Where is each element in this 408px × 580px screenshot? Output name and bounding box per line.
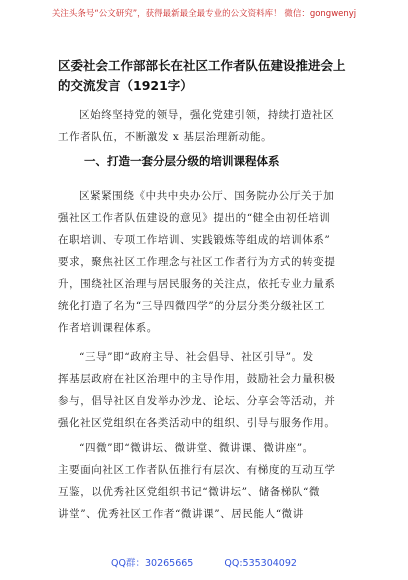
paragraph-line: 强社区工作者队伍建设的意见》提出的“健全由初任培训: [58, 212, 331, 224]
paragraph-line: 互鉴，以优秀社区党组织书记“微讲坛”、储备梯队“微: [58, 486, 321, 498]
paragraph-line: 区始终坚持党的领导，强化党建引领，持续打造社区: [79, 109, 335, 121]
paragraph-line: 挥基层政府在社区治理中的主导作用，鼓励社会力量积极: [58, 373, 336, 385]
paragraph-line: “三导”即“政府主导、社会倡导、社区引导”。发: [79, 351, 314, 363]
paragraph-line: 要求，聚焦社区工作理念与社区工作者行为方式的转变提: [58, 256, 336, 268]
body-paragraph-1: [58, 185, 354, 339]
paragraph-line: “四微”即“微讲坛、微讲堂、微讲课、微讲座”。: [79, 442, 314, 454]
footer-qq-group: QQ群：30265665: [111, 558, 194, 569]
body-paragraph-3: [58, 437, 354, 525]
paragraph-line: 工作者队伍，不断激发 x 基层治理新动能。: [58, 131, 273, 143]
paragraph-line: 统化打造了名为“三导四微四学”的分层分类分级社区工: [58, 300, 326, 312]
footer-contact: [0, 555, 408, 569]
paragraph-line: 作者培训课程体系。: [58, 322, 158, 334]
paragraph-line: 区紧紧围绕《中共中央办公厅、国务院办公厅关于加: [79, 190, 335, 202]
document-title: 区委社会工作部部长在社区工作者队伍建设推进会上的交流发言（1921字）: [58, 58, 346, 93]
promo-banner: [0, 0, 408, 26]
paragraph-line: 主要面向社区工作者队伍推行有层次、有梯度的互动互学: [58, 464, 336, 476]
paragraph-line: 讲堂”、优秀社区工作者“微讲课”、居民能人“微讲: [58, 508, 304, 520]
intro-paragraph: [58, 104, 354, 148]
paragraph-line: 升，围绕社区治理与居民服务的关注点，依托专业力量系: [58, 278, 336, 290]
promo-banner-text: 关注头条号“公文研究”，获得最新最全最专业的公文资料库！ 微信：gongwenyj: [51, 9, 357, 19]
paragraph-line: 在职培训、专项工作培训、实践锻炼等组成的培训体系”: [58, 234, 331, 246]
section-heading: 一、打造一套分层分级的培训课程体系: [84, 154, 280, 168]
footer-qq: QQ:535304092: [224, 558, 297, 569]
paragraph-line: 强化社区党组织在各类活动中的组织、引导与服务作用。: [58, 417, 336, 429]
paragraph-line: 参与，倡导社区自发举办沙龙、论坛、分享会等活动，并: [58, 395, 336, 407]
body-paragraph-2: [58, 346, 354, 434]
